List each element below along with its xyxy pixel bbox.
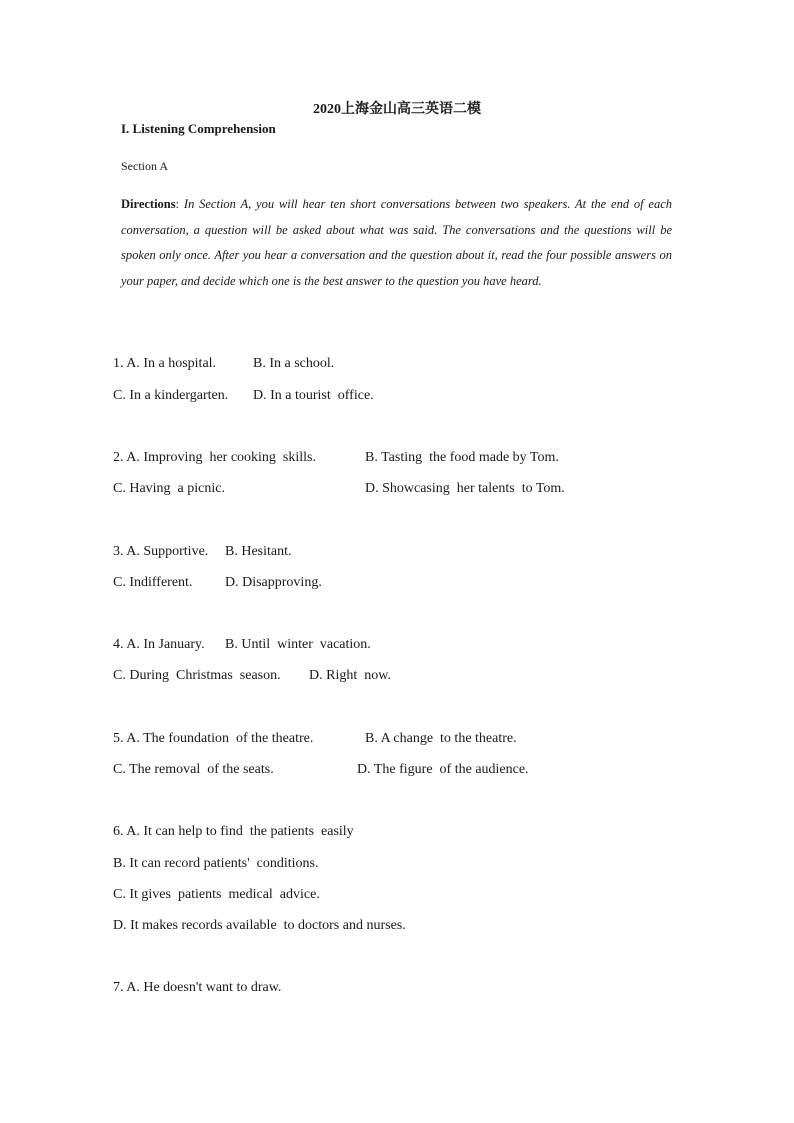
q7-option-a: 7. A. He doesn't want to draw. [113, 980, 282, 995]
directions-text: In Section A, you will hear ten short conversations between two speakers. At the end of each conversation, a question will be asked about what was said. The conversations and the questions will be spoken only once. After you hear a conversation and the question about it, read the four possible answers on your paper, and decide which one is the best answer to the question you have heard. [121, 197, 672, 288]
directions-label: Directions [121, 197, 176, 211]
q4-option-c: C. During Christmas season. [113, 668, 281, 683]
q3-option-c: C. Indifferent. [113, 575, 193, 590]
q2-option-d: D. Showcasing her talents to Tom. [365, 481, 565, 496]
directions-colon: : [175, 197, 184, 211]
q6-option-c: C. It gives patients medical advice. [113, 887, 320, 902]
q3-option-a: 3. A. Supportive. [113, 544, 209, 559]
q5-option-d: D. The figure of the audience. [357, 762, 529, 777]
q1-option-a: 1. A. In a hospital. [113, 356, 217, 371]
q6-option-b: B. It can record patients' conditions. [113, 856, 319, 871]
q2-option-b: B. Tasting the food made by Tom. [365, 450, 559, 465]
q1-option-d: D. In a tourist office. [253, 388, 374, 403]
q5-option-b: B. A change to the theatre. [365, 731, 517, 746]
q2-option-c: C. Having a picnic. [113, 481, 225, 496]
q1-option-c: C. In a kindergarten. [113, 388, 229, 403]
q3-option-d: D. Disapproving. [225, 575, 322, 590]
page-title: 2020上海金山高三英语二模 [313, 102, 481, 117]
q5-option-c: C. The removal of the seats. [113, 762, 274, 777]
q4-option-a: 4. A. In January. [113, 637, 205, 652]
q5-option-a: 5. A. The foundation of the theatre. [113, 731, 314, 746]
q6-option-a: 6. A. It can help to find the patients easily [113, 824, 354, 839]
section-label: Section A [121, 159, 168, 173]
q3-option-b: B. Hesitant. [225, 544, 292, 559]
q2-option-a: 2. A. Improving her cooking skills. [113, 450, 316, 465]
q4-option-b: B. Until winter vacation. [225, 637, 371, 652]
q1-option-b: B. In a school. [253, 356, 335, 371]
directions-paragraph [121, 192, 672, 294]
part-heading: I. Listening Comprehension [121, 121, 276, 136]
q6-option-d: D. It makes records available to doctors and nurses. [113, 918, 406, 933]
q4-option-d: D. Right now. [309, 668, 391, 683]
